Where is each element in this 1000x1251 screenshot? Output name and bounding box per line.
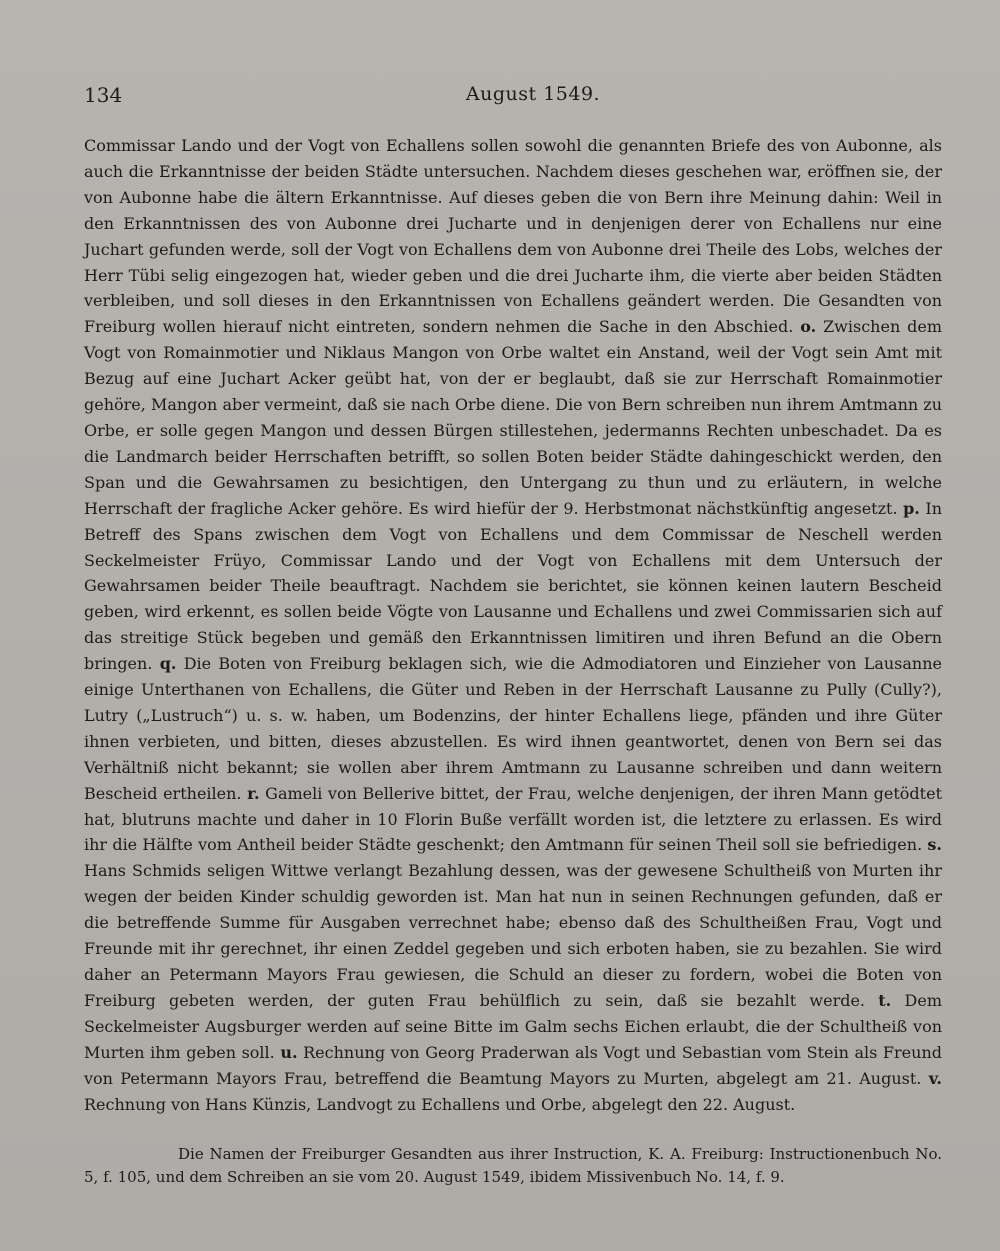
section-marker-s: s. bbox=[927, 835, 942, 855]
page-number: 134 bbox=[84, 83, 123, 107]
text-segment: Zwischen dem Vogt von Romainmotier und Niklaus Mangon von Orbe waltet ein Anstand, weil der Vogt sein Amt mit Bezug auf eine Juchart Acker geübt hat, von der er beglaubt, daß sie zur Herrschaft Romainmotier gehöre, Mangon aber vermeint, daß sie nach Orbe diene. Die von Bern schreiben nun ihrem Amtmann zu Orbe, er solle gegen Mangon und dessen Bürgen stillestehen, jedermanns Rechten unbeschadet. Da es die Landmarch beider Herrschaften betrifft, so sollen Boten beider Städte dahingeschickt werden, den Span und die Gewahrsamen zu besichtigen, den Untergang zu thun und zu erläutern, in welche Herrschaft der fragliche Acker gehöre. Es wird hiefür der 9. Herbstmonat nächstkünftig angesetzt. bbox=[84, 317, 942, 518]
section-marker-p: p. bbox=[903, 498, 920, 518]
text-segment: Rechnung von Georg Praderwan als Vogt und Sebastian vom Stein als Freund von Petermann Mayors Frau, betreffend die Beamtung Mayors zu Murten, abgelegt am 21. August. bbox=[84, 1042, 942, 1088]
section-marker-t: t. bbox=[878, 990, 892, 1010]
section-marker-o: o. bbox=[800, 317, 817, 337]
running-title: August 1549. bbox=[465, 83, 601, 105]
section-marker-u: u. bbox=[280, 1042, 298, 1062]
section-marker-v: v. bbox=[928, 1068, 942, 1088]
footnote: Die Namen der Freiburger Gesandten aus ihrer Instruction, K. A. Freiburg: Instructionenbuch No. 5, f. 105, und dem Schreiben an sie vom 20. August 1549, ibidem Missivenbuch No. 14, f. 9. bbox=[84, 1145, 942, 1186]
text-segment: Die Boten von Freiburg beklagen sich, wie die Admodiatoren und Einzieher von Lausanne einige Unterthanen von Echallens, die Güter und Reben in der Herrschaft Lausanne zu Pully (Cully?), Lutry („Lustruch“) u. s. w. haben, um Bodenzins, der hinter Echallens liege, pfänden und ihre Güter ihnen verbieten, und bitten, dieses abzustellen. Es wird ihnen geantwortet, denen von Bern sei das Verhältniß nicht bekannt; sie wollen aber ihrem Amtmann zu Lausanne schreiben und dann weitern Bescheid ertheilen. bbox=[84, 654, 943, 803]
text-segment: In Betreff des Spans zwischen dem Vogt von Echallens und dem Commissar de Neschell werden Seckelmeister Früyo, Commissar Lando und der Vogt von Echallens mit dem Untersuch der Gewahrsamen beider Theile beauftragt. Nachdem sie berichtet, sie können keinen lautern Bescheid geben, wird erkennt, es sollen beide Vögte von Lausanne und Echallens und zwei Commissarien sich auf das streitige Stück begeben und gemäß den Erkanntnissen limitiren und ihren Befund an die Obern bringen. bbox=[84, 498, 943, 674]
text-segment: Dem Seckelmeister Augsburger werden auf seine Bitte im Galm sechs Eichen erlaubt, die der Schultheiß von Murten ihm geben soll. bbox=[84, 990, 942, 1062]
text-segment: Hans Schmids seligen Wittwe verlangt Bezahlung dessen, was der gewesene Schultheiß von Murten ihr wegen der beiden Kinder schuldig geworden ist. Man hat nun in seinen Rechnungen gefunden, daß er die betreffende Summe für Ausgaben verrechnet habe; ebenso daß des Schultheißen Frau, Vogt und Freunde mit ihr gerechnet, ihr einen Zeddel gegeben und sich erboten haben, sie zu bezahlen. Sie wird daher an Petermann Mayors Frau gewiesen, die Schuld an dieser zu fordern, wobei die Boten von Freiburg gebeten werden, der guten Frau behülflich zu sein, daß sie bezahlt werde. bbox=[84, 861, 942, 1010]
section-marker-r: r. bbox=[247, 783, 260, 803]
text-segment: Gameli von Bellerive bittet, der Frau, welche denjenigen, der ihren Mann getödtet hat, blutruns machte und daher in 10 Florin Buße verfällt worden ist, die letztere zu erlassen. Es wird ihr die Hälfte vom Antheil beider Städte geschenkt; den Amtmann für seinen Theil soll sie befriedigen. bbox=[84, 783, 943, 855]
text-segment: Commissar Lando und der Vogt von Echallens sollen sowohl die genannten Briefe des von Aubonne, als auch die Erkanntnisse der beiden Städte untersuchen. Nachdem dieses geschehen war, eröffnen sie, der von Aubonne habe die ältern Erkanntnisse. Auf dieses geben die von Bern ihre Meinung dahin: Weil in den Erkanntnissen des von Aubonne drei Jucharte und in denjenigen derer von Echallens nur eine Juchart gefunden werde, soll der Vogt von Echallens dem von Aubonne drei Theile des Lobs, welches der Herr Tübi selig eingezogen hat, wieder geben und die drei Jucharte ihm, die vierte aber beiden Städten verbleiben, und soll dieses in den Erkanntnissen von Echallens geändert werden. Die Gesandten von Freiburg wollen hierauf nicht eintreten, sondern nehmen die Sache in den Abschied. bbox=[84, 136, 942, 337]
main-text bbox=[84, 133, 942, 1117]
page-header bbox=[84, 83, 942, 113]
text-segment: Rechnung von Hans Künzis, Landvogt zu Echallens und Orbe, abgelegt den 22. August. bbox=[84, 1094, 796, 1114]
section-marker-q: q. bbox=[159, 654, 177, 674]
